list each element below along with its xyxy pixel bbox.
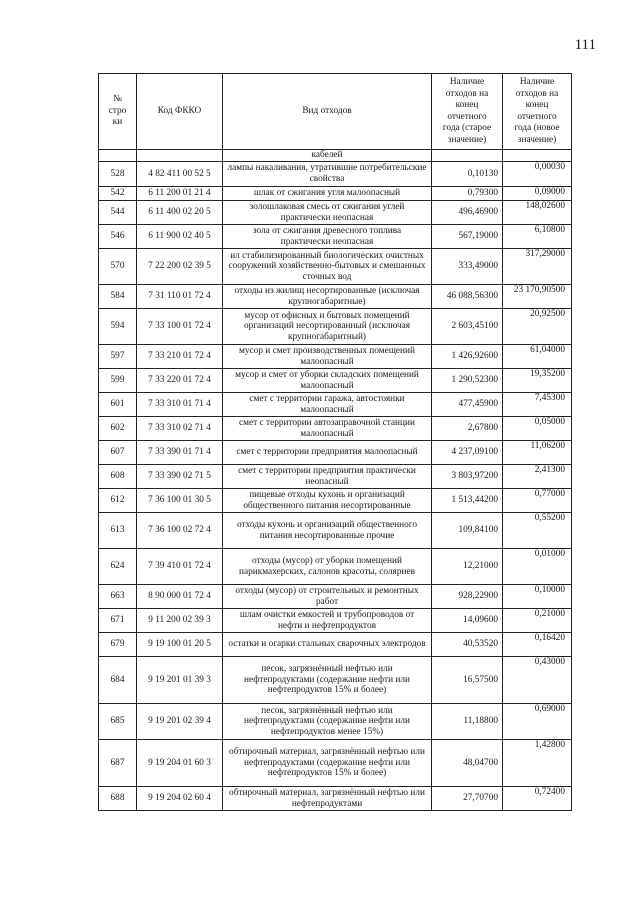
row-number: 671 (99, 609, 137, 633)
waste-name: мусор и смет производственных помещений малоопасный (223, 345, 432, 369)
row-number: 613 (99, 513, 137, 549)
header-row-number: № стро ки (99, 74, 137, 150)
header-row (99, 74, 572, 150)
new-value: 11,06200 (503, 441, 572, 465)
table-row (99, 417, 572, 441)
new-value: 0,05000 (503, 417, 572, 441)
table-row (99, 609, 572, 633)
old-value: 109,84100 (432, 513, 503, 549)
fkko-code: 9 11 200 02 39 3 (137, 609, 223, 633)
row-number: 688 (99, 787, 137, 811)
row-number: 684 (99, 657, 137, 704)
new-value: 0,16420 (503, 633, 572, 657)
row-number: 528 (99, 162, 137, 187)
old-value: 48,04700 (432, 740, 503, 787)
fkko-code: 6 11 400 02 20 5 (137, 201, 223, 225)
new-value: 0,10000 (503, 585, 572, 609)
old-value: 2,67800 (432, 417, 503, 441)
carry-over-old (432, 150, 503, 162)
fkko-code: 7 22 200 02 39 5 (137, 249, 223, 285)
table-row (99, 740, 572, 787)
table-row (99, 585, 572, 609)
carry-over-row (99, 150, 572, 162)
old-value: 477,45900 (432, 393, 503, 417)
waste-name: шлак от сжигания угля малоопасный (223, 187, 432, 201)
table-row (99, 704, 572, 740)
table-row (99, 787, 572, 811)
header-old-value: Наличие отходов на конец отчетного года (старое значение) (432, 74, 503, 150)
old-value: 3 803,97200 (432, 465, 503, 489)
fkko-code: 9 19 100 01 20 5 (137, 633, 223, 657)
old-value: 12,21000 (432, 549, 503, 585)
waste-name: отходы (мусор) от строительных и ремонтных работ (223, 585, 432, 609)
new-value: 61,04000 (503, 345, 572, 369)
row-number: 685 (99, 704, 137, 740)
new-value: 0,55200 (503, 513, 572, 549)
new-value: 0,43000 (503, 657, 572, 704)
old-value: 16,57500 (432, 657, 503, 704)
row-number: 599 (99, 369, 137, 393)
waste-table (98, 73, 572, 811)
row-number: 544 (99, 201, 137, 225)
waste-name: мусор от офисных и бытовых помещений организаций несортированный (исключая крупногабаритный) (223, 309, 432, 345)
carry-over-num (99, 150, 137, 162)
header-waste-type: Вид отходов (223, 74, 432, 150)
fkko-code: 7 33 210 01 72 4 (137, 345, 223, 369)
old-value: 11,18800 (432, 704, 503, 740)
page-number: 111 (574, 37, 596, 53)
fkko-code: 8 90 000 01 72 4 (137, 585, 223, 609)
fkko-code: 6 11 200 01 21 4 (137, 187, 223, 201)
fkko-code: 7 33 310 01 71 4 (137, 393, 223, 417)
waste-name: обтирочный материал, загрязнённый нефтью или нефтепродуктами (223, 787, 432, 811)
new-value: 0,00030 (503, 162, 572, 187)
row-number: 607 (99, 441, 137, 465)
waste-name: обтирочный материал, загрязнённый нефтью или нефтепродуктами (содержание нефти или нефтепродуктов 15% и более) (223, 740, 432, 787)
table-row (99, 549, 572, 585)
old-value: 2 603,45100 (432, 309, 503, 345)
row-number: 687 (99, 740, 137, 787)
new-value: 0,77000 (503, 489, 572, 513)
waste-name: пищевые отходы кухонь и организаций общественного питания несортированные (223, 489, 432, 513)
fkko-code: 4 82 411 00 52 5 (137, 162, 223, 187)
waste-name: остатки и огарки стальных сварочных электродов (223, 633, 432, 657)
row-number: 612 (99, 489, 137, 513)
row-number: 597 (99, 345, 137, 369)
table-row (99, 162, 572, 187)
table-row (99, 249, 572, 285)
waste-name: золошлаковая смесь от сжигания углей практически неопасная (223, 201, 432, 225)
fkko-code: 9 19 201 01 39 3 (137, 657, 223, 704)
old-value: 0,10130 (432, 162, 503, 187)
fkko-code: 7 33 390 02 71 5 (137, 465, 223, 489)
fkko-code: 6 11 900 02 40 5 (137, 225, 223, 249)
table-row (99, 345, 572, 369)
fkko-code: 9 19 204 02 60 4 (137, 787, 223, 811)
old-value: 928,22900 (432, 585, 503, 609)
new-value: 23 170,90500 (503, 285, 572, 309)
table-row (99, 513, 572, 549)
table-row (99, 225, 572, 249)
row-number: 602 (99, 417, 137, 441)
new-value: 2,41300 (503, 465, 572, 489)
waste-name: ил стабилизированный биологических очистных сооружений хозяйственно-бытовых и смешанных сточных вод (223, 249, 432, 285)
new-value: 6,10800 (503, 225, 572, 249)
table-row (99, 201, 572, 225)
new-value: 0,72400 (503, 787, 572, 811)
row-number: 608 (99, 465, 137, 489)
waste-name: отходы из жилищ несортированные (исключая крупногабаритные) (223, 285, 432, 309)
old-value: 567,19000 (432, 225, 503, 249)
old-value: 1 513,44200 (432, 489, 503, 513)
fkko-code: 7 33 310 02 71 4 (137, 417, 223, 441)
old-value: 1 426,92600 (432, 345, 503, 369)
carry-over-new (503, 150, 572, 162)
fkko-code: 7 39 410 01 72 4 (137, 549, 223, 585)
new-value: 148,02600 (503, 201, 572, 225)
old-value: 14,09600 (432, 609, 503, 633)
new-value: 19,35200 (503, 369, 572, 393)
new-value: 7,45300 (503, 393, 572, 417)
old-value: 46 088,56300 (432, 285, 503, 309)
waste-name: смет с территории предприятия малоопасный (223, 441, 432, 465)
waste-name: отходы (мусор) от уборки помещений парикмахерских, салонов красоты, соляриев (223, 549, 432, 585)
old-value: 4 237,09100 (432, 441, 503, 465)
table-row (99, 393, 572, 417)
row-number: 663 (99, 585, 137, 609)
row-number: 546 (99, 225, 137, 249)
table-row (99, 285, 572, 309)
row-number: 584 (99, 285, 137, 309)
table-row (99, 633, 572, 657)
new-value: 0,21000 (503, 609, 572, 633)
fkko-code: 7 33 390 01 71 4 (137, 441, 223, 465)
fkko-code: 7 33 220 01 72 4 (137, 369, 223, 393)
row-number: 601 (99, 393, 137, 417)
old-value: 496,46900 (432, 201, 503, 225)
old-value: 0,79300 (432, 187, 503, 201)
carry-over-code (137, 150, 223, 162)
old-value: 27,70700 (432, 787, 503, 811)
table-row (99, 369, 572, 393)
waste-name: шлам очистки емкостей и трубопроводов от нефти и нефтепродуктов (223, 609, 432, 633)
row-number: 594 (99, 309, 137, 345)
new-value: 317,29000 (503, 249, 572, 285)
waste-name: отходы кухонь и организаций общественного питания несортированные прочие (223, 513, 432, 549)
fkko-code: 9 19 204 01 60 3 (137, 740, 223, 787)
table-row (99, 489, 572, 513)
fkko-code: 7 31 110 01 72 4 (137, 285, 223, 309)
fkko-code: 7 36 100 01 30 5 (137, 489, 223, 513)
new-value: 0,09000 (503, 187, 572, 201)
new-value: 20,92500 (503, 309, 572, 345)
waste-name: песок, загрязнённый нефтью или нефтепродуктами (содержание нефти или нефтепродуктов менее 15%) (223, 704, 432, 740)
fkko-code: 7 33 100 01 72 4 (137, 309, 223, 345)
waste-name: мусор и смет от уборки складских помещений малоопасный (223, 369, 432, 393)
waste-name: зола от сжигания древесного топлива практически неопасная (223, 225, 432, 249)
row-number: 624 (99, 549, 137, 585)
waste-name: смет с территории автозаправочной станции малоопасный (223, 417, 432, 441)
old-value: 333,49000 (432, 249, 503, 285)
fkko-code: 7 36 100 02 72 4 (137, 513, 223, 549)
table-row (99, 465, 572, 489)
new-value: 0,01000 (503, 549, 572, 585)
header-new-value: Наличие отходов на конец отчетного года (новое значение) (503, 74, 572, 150)
fkko-code: 9 19 201 02 39 4 (137, 704, 223, 740)
row-number: 570 (99, 249, 137, 285)
table-row (99, 187, 572, 201)
new-value: 1,42800 (503, 740, 572, 787)
waste-name: смет с территории гаража, автостоянки малоопасный (223, 393, 432, 417)
header-code: Код ФККО (137, 74, 223, 150)
old-value: 1 290,52300 (432, 369, 503, 393)
waste-name: песок, загрязнённый нефтью или нефтепродуктами (содержание нефти или нефтепродуктов 15% и более) (223, 657, 432, 704)
row-number: 542 (99, 187, 137, 201)
row-number: 679 (99, 633, 137, 657)
new-value: 0,69000 (503, 704, 572, 740)
table-row (99, 309, 572, 345)
waste-name: смет с территории предприятия практически неопасный (223, 465, 432, 489)
table-row (99, 441, 572, 465)
table-row (99, 657, 572, 704)
waste-name: лампы накаливания, утратившие потребительские свойства (223, 162, 432, 187)
old-value: 40,53520 (432, 633, 503, 657)
carry-over-name: кабелей (223, 150, 432, 162)
